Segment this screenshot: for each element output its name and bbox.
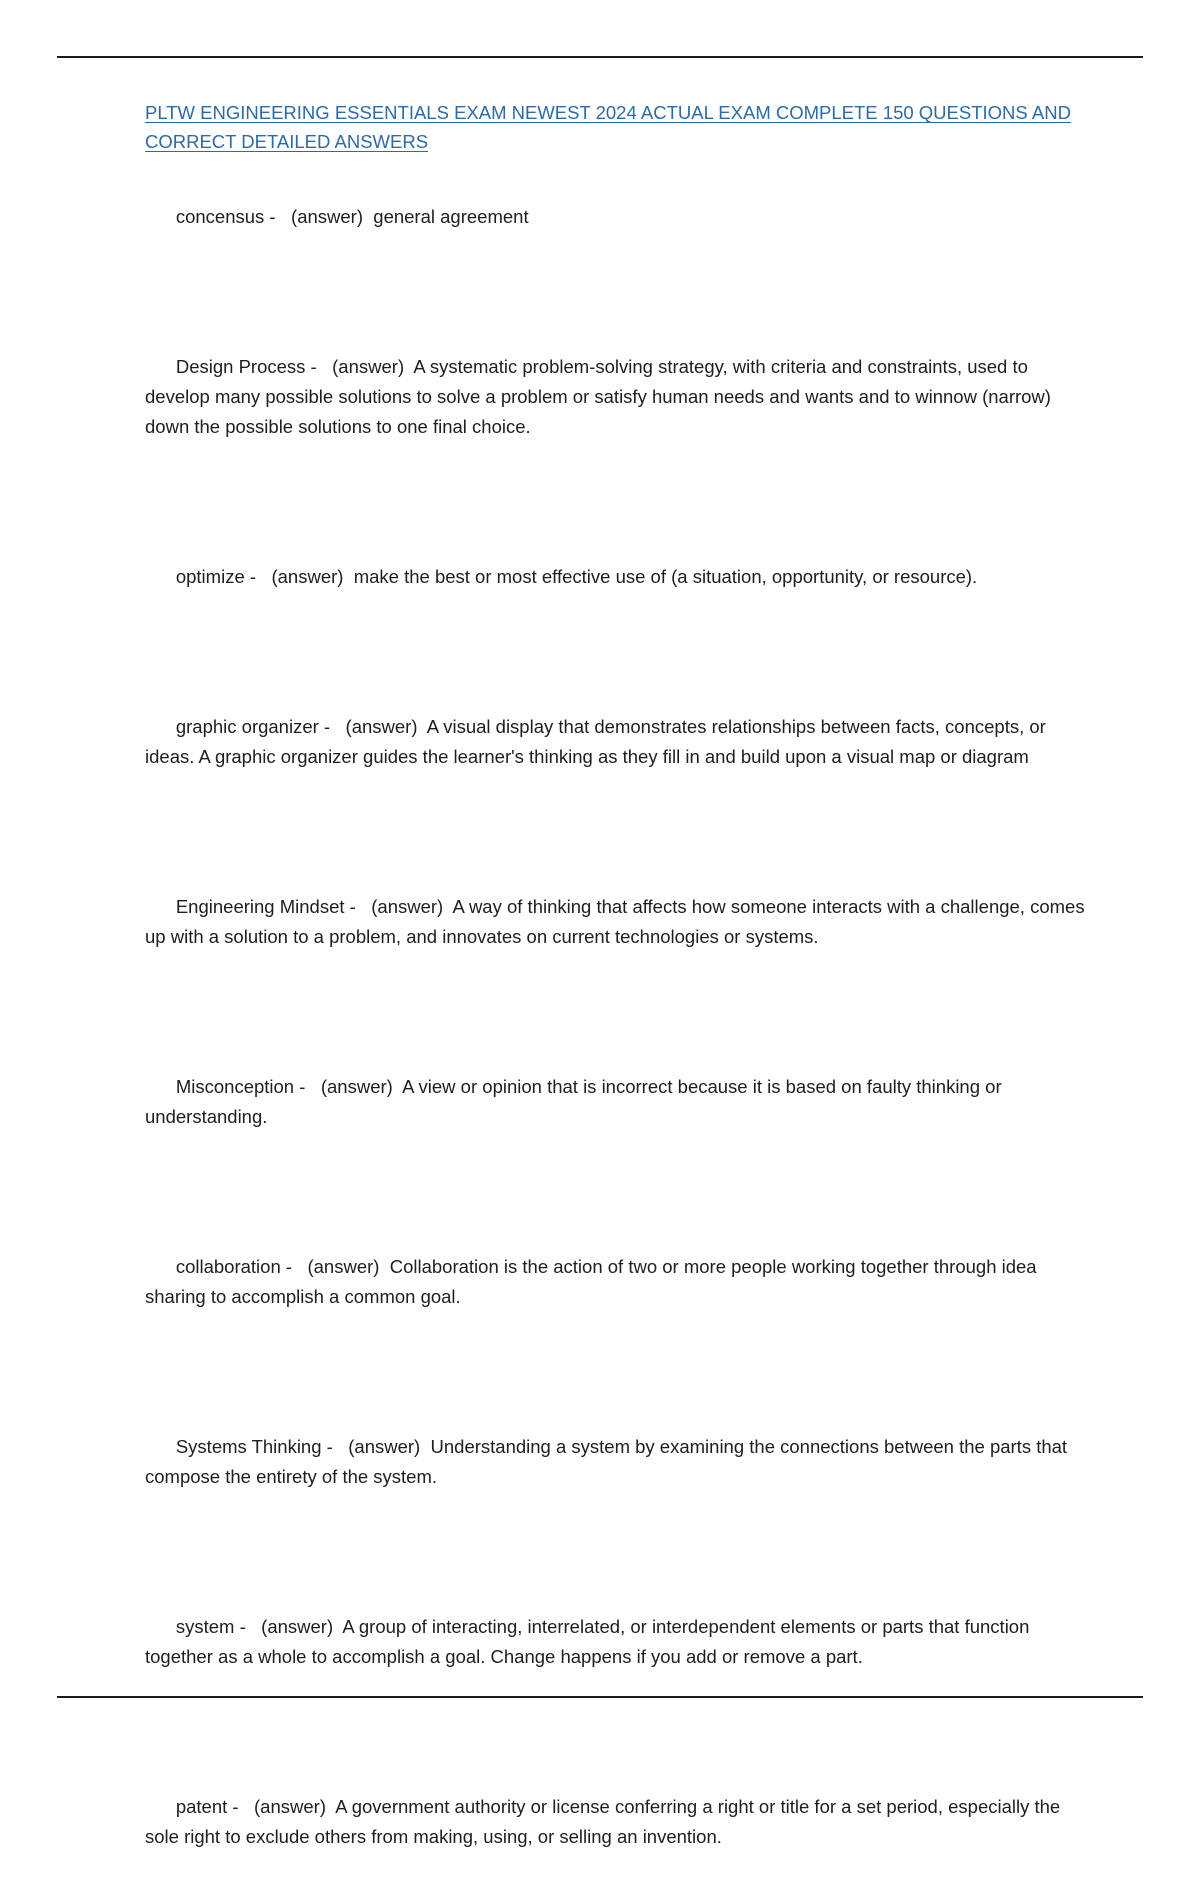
entry-term: system	[175, 1616, 235, 1637]
entry-term: optimize	[175, 566, 245, 587]
glossary-entry: Design Process - (answer) A systematic problem-solving strategy, with criteria and constraints, used to develop many possible solutions to solve a problem or satisfy human needs and wants and to winnow (narrow) down the possible solutions to one final choice.	[145, 356, 1057, 437]
entry-term: patent	[175, 1796, 228, 1817]
glossary-entry: concensus - (answer) general agreement	[175, 206, 529, 227]
glossary-entry: graphic organizer - (answer) A visual display that demonstrates relationships between facts, concepts, or ideas. A graphic organizer guides the learner's thinking as they fill in and build upon a visual map or diagram	[145, 716, 1051, 767]
entry-definition: Collaboration is the action of two or more people working together through idea sharing to accomplish a common goal.	[145, 1256, 1042, 1307]
answer-marker: (answer)	[332, 356, 405, 377]
entry-term: Systems Thinking	[175, 1436, 322, 1457]
glossary-entry: system - (answer) A group of interacting, interrelated, or interdependent elements or parts that function together as a whole to accomplish a goal. Change happens if you add or remove a part.	[145, 1616, 1035, 1667]
answer-marker: (answer)	[345, 716, 418, 737]
entry-term: collaboration	[175, 1256, 281, 1277]
glossary-entry: Engineering Mindset - (answer) A way of thinking that affects how someone interacts with a challenge, comes up with a solution to a problem, and innovates on current technologies or systems.	[145, 896, 1090, 947]
entry-term: Engineering Mindset	[175, 896, 345, 917]
glossary-entry: Systems Thinking - (answer) Understanding a system by examining the connections between the parts that compose the entirety of the system.	[145, 1436, 1073, 1487]
entry-definition: make the best or most effective use of (a situation, opportunity, or resource).	[353, 566, 978, 587]
entry-definition: A government authority or license conferring a right or title for a set period, especially the sole right to exclude others from making, using, or selling an invention.	[145, 1796, 1066, 1847]
answer-marker: (answer)	[271, 566, 344, 587]
glossary-entry: optimize - (answer) make the best or most effective use of (a situation, opportunity, or resource).	[175, 566, 978, 587]
entry-definition: Understanding a system by examining the connections between the parts that compose the entirety of the system.	[145, 1436, 1073, 1487]
entry-definition: A way of thinking that affects how someone interacts with a challenge, comes up with a solution to a problem, and innovates on current technologies or systems.	[145, 896, 1090, 947]
document-title[interactable]: PLTW ENGINEERING ESSENTIALS EXAM NEWEST 2024 ACTUAL EXAM COMPLETE 150 QUESTIONS AND CORRECT DETAILED ANSWERS	[145, 102, 1071, 152]
entry-term: Misconception	[175, 1076, 295, 1097]
page-bottom-rule	[57, 1696, 1143, 1698]
glossary-entry: Misconception - (answer) A view or opinion that is incorrect because it is based on faulty thinking or understanding.	[145, 1076, 1007, 1127]
answer-marker: (answer)	[348, 1436, 421, 1457]
entry-definition: A view or opinion that is incorrect because it is based on faulty thinking or understanding.	[145, 1076, 1007, 1127]
entry-definition: A visual display that demonstrates relationships between facts, concepts, or ideas. A graphic organizer guides the learner's thinking as they fill in and build upon a visual map or diagram	[145, 716, 1051, 767]
page-top-rule	[57, 56, 1143, 58]
answer-marker: (answer)	[254, 1796, 326, 1817]
document-body	[145, 98, 1090, 1882]
entry-term: graphic organizer	[175, 716, 319, 737]
glossary-entry: patent - (answer) A government authority or license conferring a right or title for a set period, especially the sole right to exclude others from making, using, or selling an invention.	[145, 1796, 1066, 1847]
answer-marker: (answer)	[291, 206, 363, 227]
glossary-list	[145, 172, 1090, 1882]
glossary-entry: collaboration - (answer) Collaboration is the action of two or more people working together through idea sharing to accomplish a common goal.	[145, 1256, 1042, 1307]
answer-marker: (answer)	[320, 1076, 393, 1097]
answer-marker: (answer)	[261, 1616, 334, 1637]
entry-definition: A systematic problem-solving strategy, with criteria and constraints, used to develop many possible solutions to solve a problem or satisfy human needs and wants and to winnow (narrow) down the possible solutions to one final choice.	[145, 356, 1057, 437]
entry-definition: A group of interacting, interrelated, or interdependent elements or parts that function together as a whole to accomplish a goal. Change happens if you add or remove a part.	[145, 1616, 1035, 1667]
entry-definition: general agreement	[373, 206, 529, 227]
answer-marker: (answer)	[371, 896, 444, 917]
answer-marker: (answer)	[307, 1256, 380, 1277]
entry-term: Design Process	[175, 356, 306, 377]
entry-term: concensus	[175, 206, 265, 227]
